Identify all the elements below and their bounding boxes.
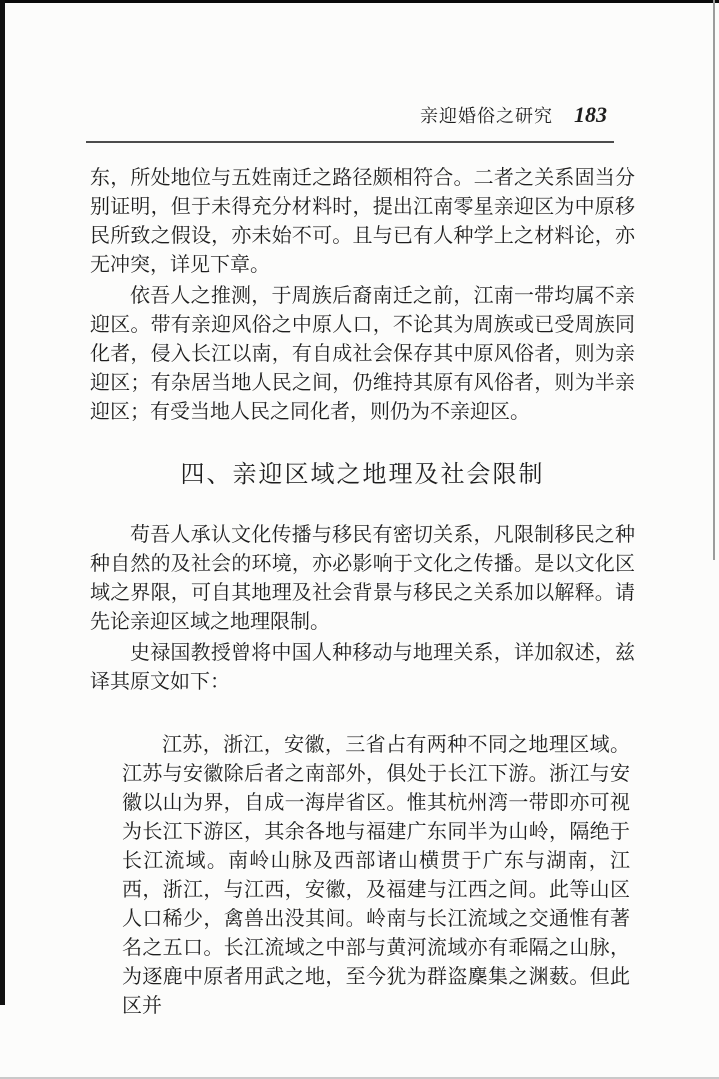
scan-edge-right [713,0,715,560]
paragraph: 苟吾人承认文化传播与移民有密切关系，凡限制移民之种种自然的及社会的环境，亦必影响于文化之传播。是以文化区域之界限，可自其地理及社会背景与移民之关系加以解释。请先论亲迎区域之地理限制。 [90,524,635,633]
running-header-title: 亲迎婚俗之研究 [420,106,553,126]
running-header [90,102,607,129]
page-content [90,0,635,1021]
header-rule [86,141,614,143]
page-number: 183 [574,102,607,127]
paragraph: 史禄国教授曾将中国人种移动与地理关系，详加叙述，兹译其原文如下： [90,642,635,693]
paragraph-continuation: 东，所处地位与五姓南迁之路径颇相符合。二者之关系固当分别证明，但于未得充分材料时，提出江南零星亲迎区为中原移民所致之假设，亦未始不可。且与已有人种学上之材料论，亦无冲突，详见下章。 [90,167,635,276]
scan-edge-left [0,0,5,1005]
body-text [90,164,635,1021]
section-heading: 四、亲迎区域之地理及社会限制 [180,462,545,488]
paragraph: 依吾人之推测，于周族后裔南迁之前，江南一带均属不亲迎区。带有亲迎风俗之中原人口，不论其为周族或已受周族同化者，侵入长江以南，有自成社会保存其中原风俗者，则为亲迎区；有杂居当地人民之间，仍维持其原有风俗者，则为半亲迎区；有受当地人民之同化者，则仍为不亲迎区。 [90,285,635,423]
block-quote: 江苏，浙江，安徽，三省占有两种不同之地理区域。江苏与安徽除后者之南部外，俱处于长江下游。浙江与安徽以山为界，自成一海岸省区。惟其杭州湾一带即亦可视为长江下游区，其余各地与福建广东同半为山岭，隔绝于长江流域。南岭山脉及西部诸山横贯于广东与湖南，江西，浙江，与江西，安徽，及福建与江西之间。此等山区人口稀少，禽兽出没其间。岭南与长江流域之交通惟有著名之五口。长江流域之中部与黄河流域亦有乖隔之山脉，为逐鹿中原者用武之地，至今犹为群盗麇集之渊薮。但此区并 [122,734,630,1017]
